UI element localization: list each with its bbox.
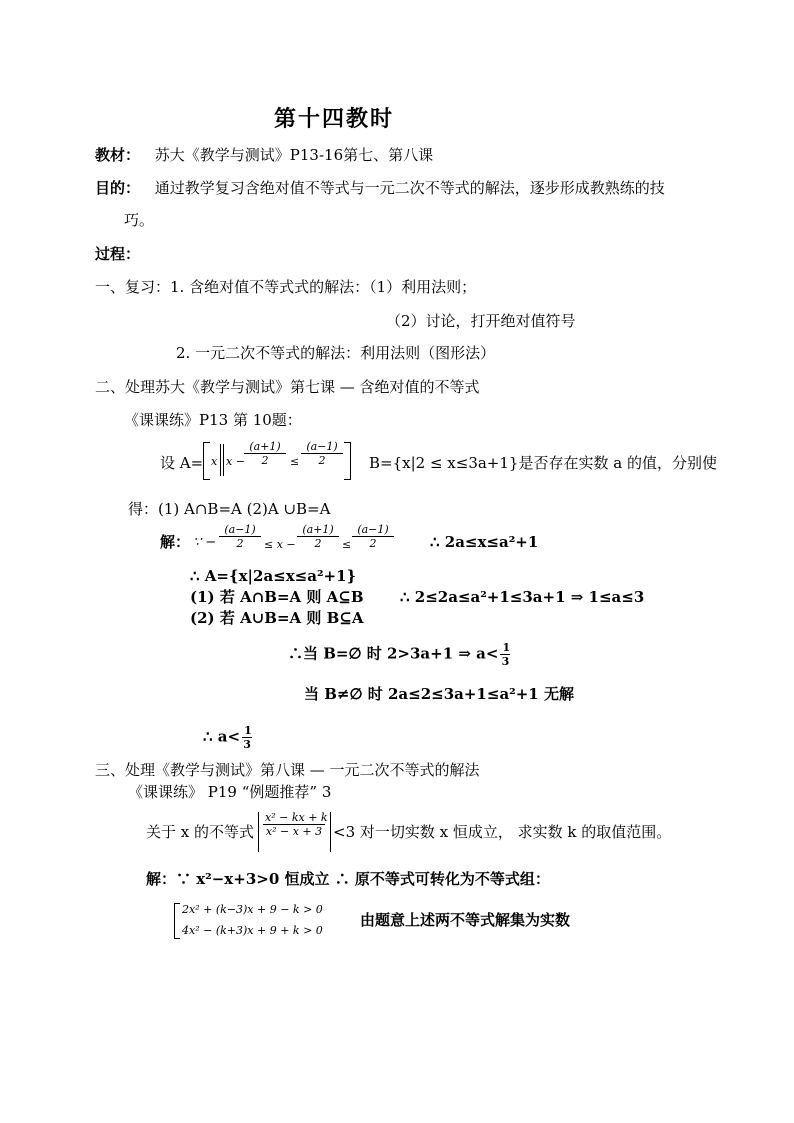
case-2-condition: (2) 若 A∪B=A 则 B⊆A bbox=[190, 609, 364, 627]
solution-label: 解： bbox=[160, 533, 191, 551]
final-frac-den: 3 bbox=[243, 738, 251, 751]
set-x-minus: x − bbox=[226, 455, 245, 468]
frac-one-num: 1 bbox=[502, 641, 511, 654]
purpose-label: 目的： bbox=[95, 179, 141, 197]
abs-bar-left bbox=[258, 812, 259, 852]
review-line-3: 2. 一元二次不等式的解法：利用法则（图形法） bbox=[176, 344, 496, 362]
abs-fraction bbox=[261, 811, 327, 838]
therefore-range: ∴ 2a≤x≤a²+1 bbox=[430, 533, 539, 551]
sfrac3-num: (a−1) bbox=[352, 523, 394, 537]
section3-solution: 解：∵ x²−x+3>0 恒成立 ∴ 原不等式可转化为不等式组： bbox=[146, 870, 550, 888]
set-a-result: ∴ A={x|2a≤x≤a²+1} bbox=[190, 567, 357, 585]
solution-x-minus: ≤ x − bbox=[264, 538, 296, 551]
sfrac1-den: 2 bbox=[236, 537, 244, 550]
abs-frac-num: x² − kx + k bbox=[265, 811, 328, 824]
sfrac2-den: 2 bbox=[314, 537, 322, 550]
section3-problem-prefix: 关于 x 的不等式 bbox=[146, 823, 254, 841]
abs-frac-den: x² − x + 3 bbox=[265, 825, 323, 838]
set-bar-1 bbox=[220, 444, 221, 476]
set-fraction-2 bbox=[299, 440, 345, 467]
sfrac3-den: 2 bbox=[369, 537, 377, 550]
solution-fraction-1 bbox=[217, 523, 263, 550]
review-line-1: 一、复习：1. 含绝对值不等式式的解法：（1）利用法则； bbox=[95, 278, 477, 296]
abs-bar-right bbox=[330, 812, 331, 852]
set-bar-2 bbox=[223, 444, 224, 476]
sfrac1-num: (a−1) bbox=[219, 523, 261, 537]
set-variable: x bbox=[211, 455, 218, 468]
purpose-text: 通过教学复习含绝对值不等式与一元二次不等式的解法，逐步形成教熟练的技 bbox=[154, 179, 665, 197]
set-close-brace bbox=[344, 442, 351, 480]
material-label: 教材： bbox=[95, 146, 141, 164]
page-title: 第十四教时 bbox=[274, 107, 395, 132]
section3-heading: 三、处理《教学与测试》第八课 — 一元二次不等式的解法 bbox=[95, 761, 480, 779]
material-text: 苏大《教学与测试》P13-16第七、第八课 bbox=[154, 146, 434, 164]
system-inequality-1: 2x² + (k−3)x + 9 − k > 0 bbox=[182, 903, 323, 916]
solution-leq: ≤ bbox=[342, 538, 352, 551]
frac1-num: (a+1) bbox=[244, 440, 286, 454]
system-inequality-2: 4x² − (k+3)x + 9 + k > 0 bbox=[182, 924, 323, 937]
frac2-num: (a−1) bbox=[301, 440, 343, 454]
frac-one-den: 3 bbox=[501, 655, 510, 668]
because-sign: ∵ − bbox=[193, 535, 217, 550]
section3-problem-suffix: <3 对一切实数 x 恒成立， 求实数 k 的取值范围。 bbox=[333, 823, 672, 841]
section2-heading: 二、处理苏大《教学与测试》第七课 — 含绝对值的不等式 bbox=[95, 378, 480, 396]
set-fraction-1 bbox=[242, 440, 288, 467]
section3-exercise: 《课课练》 P19 “例题推荐” 3 bbox=[128, 783, 332, 801]
set-leq: ≤ bbox=[290, 455, 300, 468]
problem-conditions: 得：(1) A∩B=A (2)A ∪B=A bbox=[128, 500, 331, 518]
case-b-nonempty: 当 B≠∅ 时 2a≤2≤3a+1≤a²+1 无解 bbox=[304, 685, 574, 703]
set-a-prefix: 设 A= bbox=[160, 454, 204, 472]
case-1-result: ∴ 2≤2a≤a²+1≤3a+1 ⇒ 1≤a≤3 bbox=[400, 588, 645, 606]
final-frac-num: 1 bbox=[244, 724, 252, 737]
final-conclusion-text: ∴ a< bbox=[203, 727, 241, 746]
material-line bbox=[95, 145, 433, 165]
section3-note: 由题意上述两不等式解集为实数 bbox=[360, 911, 571, 929]
process-label: 过程： bbox=[95, 245, 141, 263]
purpose-text-continued: 巧。 bbox=[124, 211, 155, 229]
review-line-2: （2）讨论，打开绝对值符号 bbox=[386, 312, 576, 330]
set-b-question: B={x|2 ≤ x≤3a+1}是否存在实数 a 的值，分别使 bbox=[369, 454, 717, 472]
case-1-condition: (1) 若 A∩B=A 则 A⊆B bbox=[190, 588, 364, 606]
frac2-den: 2 bbox=[318, 454, 326, 467]
section2-exercise: 《课课练》P13 第 10题： bbox=[124, 411, 302, 429]
frac1-den: 2 bbox=[261, 454, 269, 467]
case-b-empty-text: ∴当 B=∅ 时 2>3a+1 ⇒ a< bbox=[288, 644, 499, 663]
final-conclusion bbox=[203, 724, 254, 751]
solution-fraction-2 bbox=[295, 523, 341, 550]
sfrac2-num: (a+1) bbox=[297, 523, 339, 537]
system-brace bbox=[174, 903, 180, 939]
case-b-empty bbox=[288, 641, 512, 668]
solution-fraction-3 bbox=[350, 523, 396, 550]
set-open-brace bbox=[203, 442, 210, 480]
purpose-line bbox=[95, 178, 665, 198]
